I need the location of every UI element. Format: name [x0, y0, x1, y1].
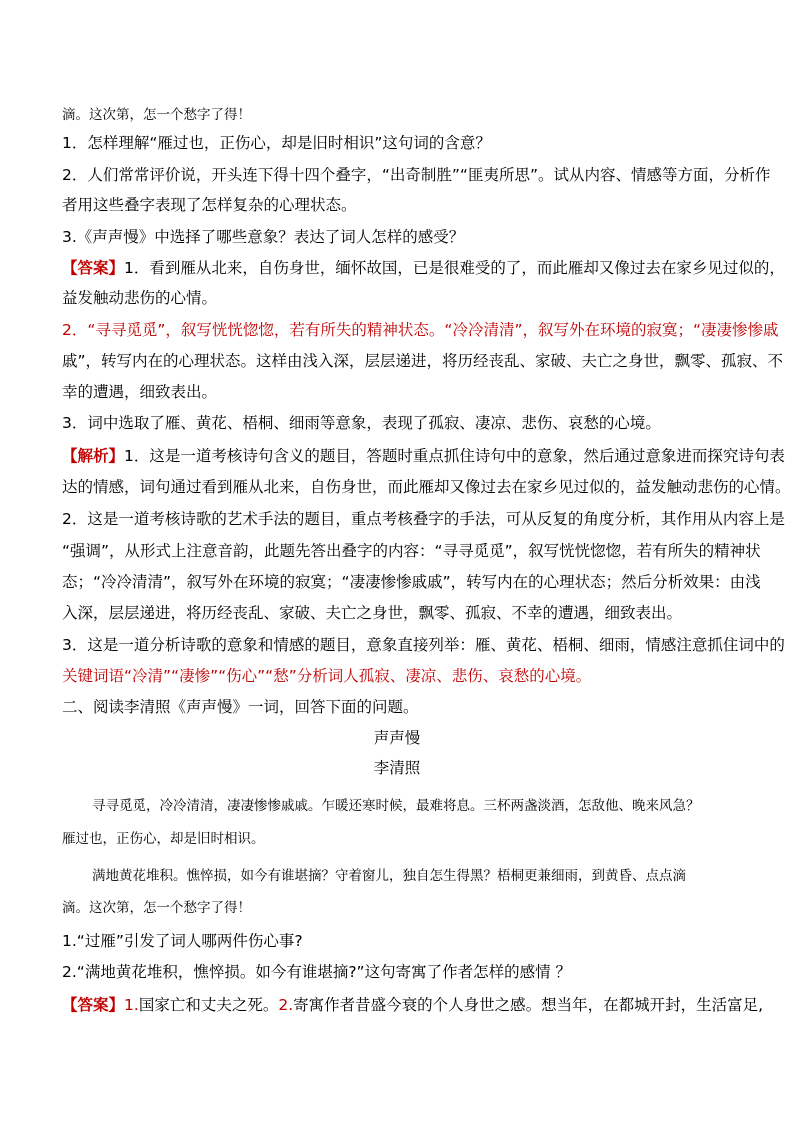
poem-line-1: 寻寻觅觅，冷冷清清，凄凄惨惨戚戚。乍暖还寒时候，最难将息。三杯两盏淡酒，怎敌他、晚来风急？ [92, 798, 700, 814]
poem-line-3: 满地黄花堆积。憔悴损，如今有谁堪摘？守着窗儿，独自怎生得黑？梧桐更兼细雨，到黄昏、点点滴 [92, 868, 686, 884]
question-1: 1．怎样理解“雁过也，正伤心，却是旧时相识”这句词的含意？ [62, 134, 491, 152]
answer-b-line: 【答案】1.国家亡和丈夫之死。2.寄寓作者昔盛今衰的个人身世之感。想当年，在都城开封，生活富足, [62, 996, 764, 1014]
analysis-line-1 [62, 446, 785, 466]
analysis-text: 1．这是一道考核诗句含义的题目，答题时重点抓住诗句中的意象，然后通过意象进而探究诗句表 [124, 447, 785, 465]
analysis-line-5: 态；“冷冷清清”，叙写外在环境的寂寞；“凄凄惨惨戚戚”，转写内在的心理状态；然后分析效果：由浅 [62, 573, 761, 591]
section-heading: 二、阅读李清照《声声慢》一词，回答下面的问题。 [62, 698, 419, 716]
answer-line-4: 戚”，转写内在的心理状态。这样由浅入深，层层递进，将历经丧乱、家破、夫亡之身世，飘零、孤寂、不 [62, 352, 784, 370]
analysis-line-2: 达的情感，词句通过看到雁从北来，自伤身世，而此雁却又像过去在家乡见过似的，益发触动悲伤的心情。 [62, 478, 791, 496]
poem-author: 李清照 [373, 759, 421, 777]
analysis-line-3: 2．这是一道考核诗歌的艺术手法的题目，重点考核叠字的手法，可从反复的角度分析，其作用从内容上是 [62, 510, 785, 528]
poem-title: 声声慢 [373, 729, 421, 747]
answer-text: 1．看到雁从北来，自伤身世，缅怀故国，已是很难受的了，而此雁却又像过去在家乡见过似的， [124, 259, 785, 277]
answer-line-5: 幸的遭遇，细致表出。 [62, 383, 218, 401]
poem-line-2: 雁过也，正伤心，却是旧时相识。 [62, 831, 265, 847]
question-3: 3.《声声慢》中选择了哪些意象？表达了词人怎样的感受？ [62, 228, 465, 246]
question-2-line-2: 者用这些叠字表现了怎样复杂的心理状态。 [62, 196, 357, 214]
analysis-line-7: 3．这是一道分析诗歌的意象和情感的题目，意象直接列举：雁、黄花、梧桐、细雨，情感注意抓住词中的 [62, 636, 785, 654]
answer-b-tag: 【答案】 [62, 996, 125, 1014]
analysis-line-8: 关键词语“冷清”“凄惨”“伤心”“愁”分析词人孤寂、凄凉、悲伤、哀愁的心境。 [62, 667, 592, 685]
answer-line-1 [62, 258, 785, 278]
answer-line-6: 3．词中选取了雁、黄花、梧桐、细雨等意象，表现了孤寂、凄凉、悲伤、哀愁的心境。 [62, 414, 661, 432]
poem-line-4: 滴。这次第，怎一个愁字了得！ [62, 900, 251, 916]
analysis-tag: 【解析】 [62, 447, 125, 465]
question-2-line-1: 2．人们常常评价说，开头连下得十四个叠字，“出奇制胜”“匪夷所思”。试从内容、情感等方面，分析作 [62, 166, 771, 184]
poem-continuation-line: 滴。这次第，怎一个愁字了得！ [62, 107, 251, 123]
question-b1: 1.“过雁”引发了词人哪两件伤心事? [62, 932, 303, 950]
answer-line-3: 2．“寻寻觅觅”，叙写恍恍惚惚，若有所失的精神状态。“冷冷清清”，叙写外在环境的寂寞；“凄凄惨惨戚 [62, 321, 779, 339]
answer-line-2: 益发触动悲伤的心情。 [62, 289, 218, 307]
analysis-line-6: 入深，层层递进，将历经丧乱、家破、夫亡之身世，飘零、孤寂、不幸的遭遇，细致表出。 [62, 604, 683, 622]
analysis-line-4: “强调”，从形式上注意音韵，此题先答出叠字的内容：“寻寻觅觅”，叙写恍恍惚惚，若有所失的精神状 [62, 542, 761, 560]
answer-tag: 【答案】 [62, 259, 125, 277]
question-b2: 2.“满地黄花堆积，憔悴损。如今有谁堪摘?”这句寄寓了作者怎样的感情 ？ [62, 963, 572, 981]
